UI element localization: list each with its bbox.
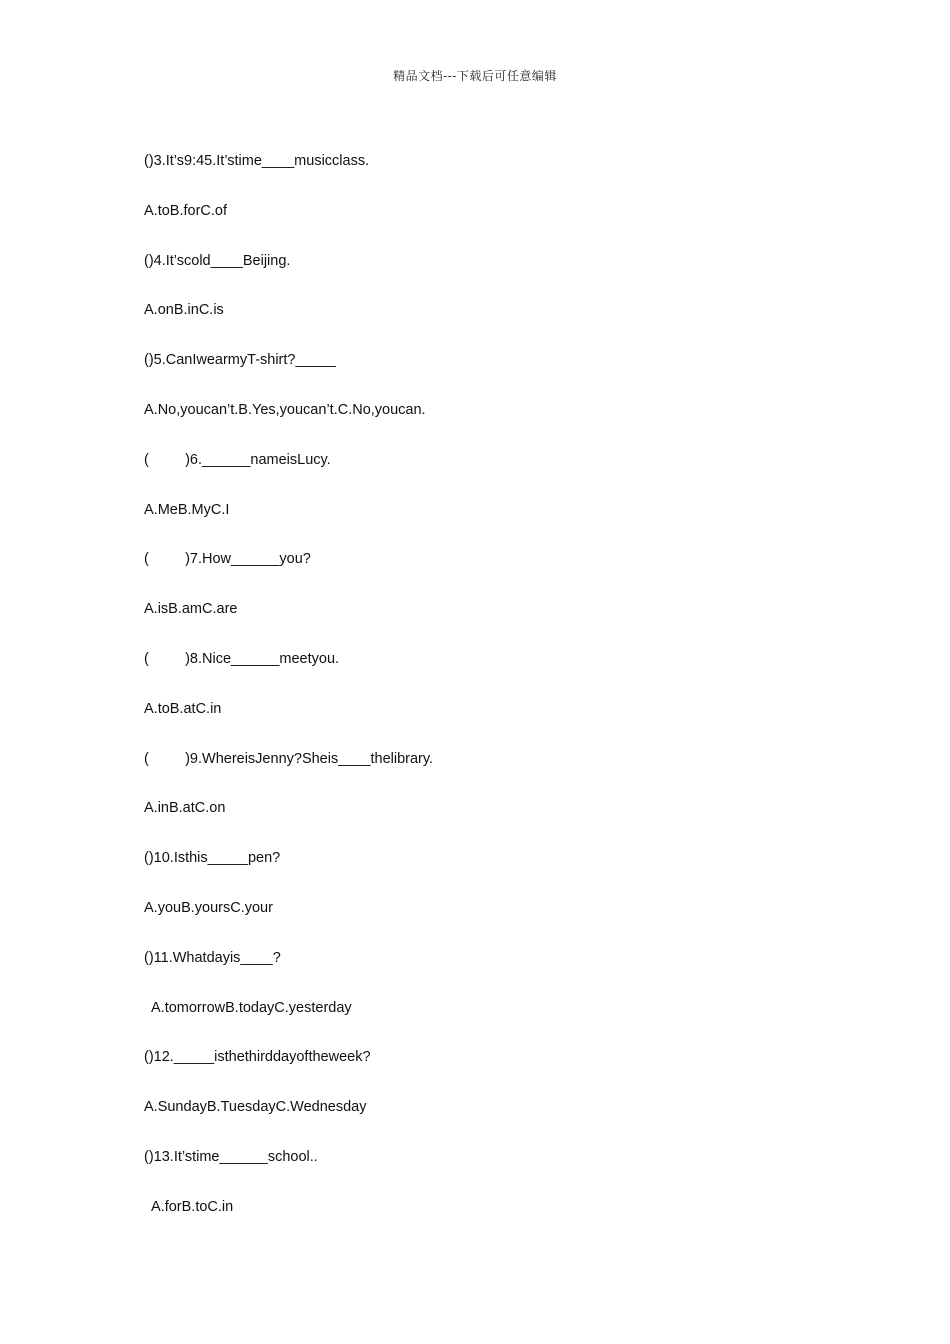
question-5: ()5.CanIwearmyT-shirt?_____ bbox=[144, 352, 336, 369]
options-12: A.SundayB.TuesdayC.Wednesday bbox=[144, 1099, 367, 1116]
question-12: ()12._____isthethirddayoftheweek? bbox=[144, 1049, 371, 1066]
options-4: A.onB.inC.is bbox=[144, 302, 224, 319]
options-3: A.toB.forC.of bbox=[144, 202, 228, 219]
options-5: A.No,youcan’t.B.Yes,youcan’t.C.No,youcan. bbox=[144, 401, 426, 418]
options-10: A.youB.yoursC.your bbox=[144, 899, 273, 916]
options-6: A.MeB.MyC.I bbox=[144, 501, 230, 518]
question-10: ()10.Isthis_____pen? bbox=[144, 850, 281, 867]
options-7: A.isB.amC.are bbox=[144, 601, 238, 618]
question-11: ()11.Whatdayis____? bbox=[144, 949, 281, 966]
question-13: ()13.It’stime______school.. bbox=[144, 1148, 318, 1165]
question-4: ()4.It’scold____Beijing. bbox=[144, 252, 291, 269]
question-6: ( )6.______nameisLucy. bbox=[144, 451, 331, 468]
options-9: A.inB.atC.on bbox=[144, 800, 226, 817]
question-9: ( )9.WhereisJenny?Sheis____thelibrary. bbox=[144, 750, 434, 767]
question-3: ()3.It’s9:45.It’stime____musicclass. bbox=[144, 153, 370, 169]
options-8: A.toB.atC.in bbox=[144, 700, 222, 717]
options-11: A.tomorrowB.todayC.yesterday bbox=[151, 999, 352, 1016]
question-8: ( )8.Nice______meetyou. bbox=[144, 650, 340, 667]
page-header: 精品文档---下载后可任意编辑 bbox=[393, 69, 557, 83]
options-13: A.forB.toC.in bbox=[151, 1198, 234, 1215]
document-body bbox=[144, 151, 844, 1247]
question-7: ( )7.How______you? bbox=[144, 551, 311, 568]
